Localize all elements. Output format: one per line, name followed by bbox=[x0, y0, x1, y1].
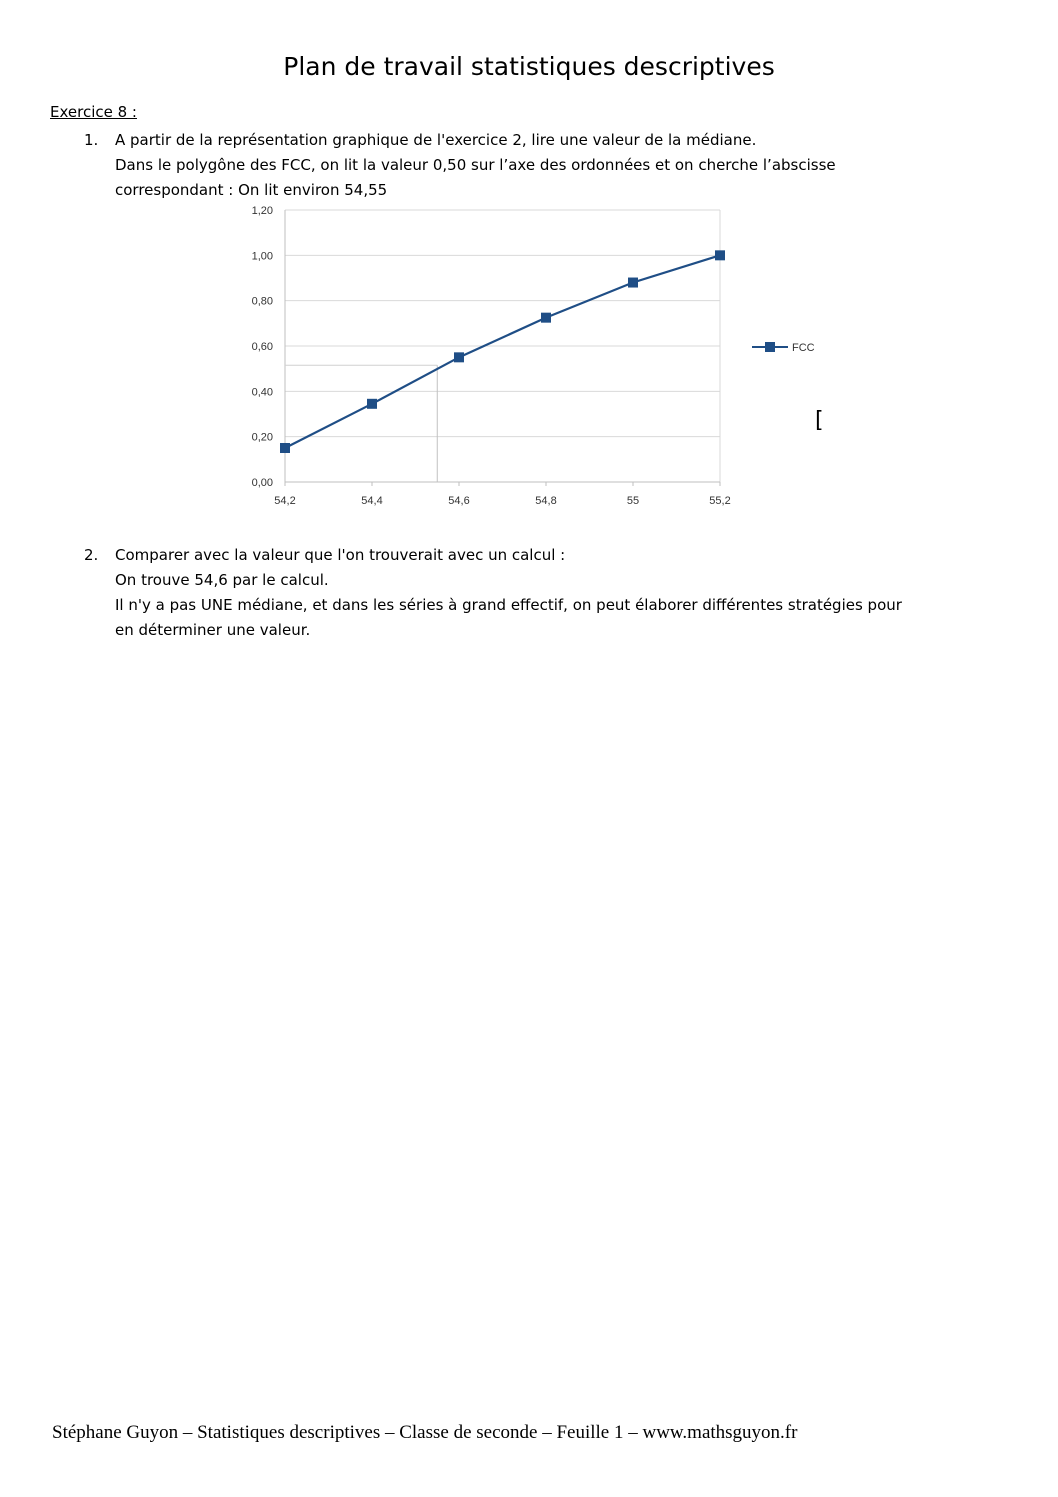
question-1-number: 1. bbox=[84, 131, 99, 149]
y-tick-label: 0,60 bbox=[251, 341, 273, 353]
question-1-line-2: Dans le polygône des FCC, on lit la valeur 0,50 sur l’axe des ordonnées et on cherche l’abscisse bbox=[115, 156, 836, 174]
x-tick-label: 54,4 bbox=[361, 495, 383, 507]
question-1-line-3: correspondant : On lit environ 54,55 bbox=[115, 181, 388, 199]
stray-bracket-glyph: [ bbox=[815, 408, 824, 433]
question-1-line-1: A partir de la représentation graphique de l'exercice 2, lire une valeur de la médiane. bbox=[115, 131, 757, 149]
x-tick-label: 54,6 bbox=[448, 495, 470, 507]
data-point bbox=[541, 313, 551, 323]
question-2-number: 2. bbox=[84, 546, 99, 564]
question-2 bbox=[115, 543, 902, 643]
fcc-chart bbox=[230, 200, 850, 520]
data-point bbox=[628, 278, 638, 288]
question-2-line-4: en déterminer une valeur. bbox=[115, 621, 311, 639]
series-line-fcc bbox=[285, 255, 720, 448]
data-point bbox=[280, 443, 290, 453]
legend-label: FCC bbox=[792, 342, 815, 354]
page-title: Plan de travail statistiques descriptives bbox=[283, 52, 775, 81]
data-point bbox=[715, 250, 725, 260]
y-tick-label: 1,00 bbox=[251, 250, 273, 263]
y-tick-label: 1,20 bbox=[251, 205, 273, 217]
data-point bbox=[454, 352, 464, 362]
y-tick-label: 0,00 bbox=[251, 477, 273, 489]
y-tick-label: 0,20 bbox=[251, 431, 273, 444]
y-tick-label: 0,80 bbox=[251, 295, 273, 308]
legend-marker bbox=[765, 342, 775, 352]
x-tick-label: 54,8 bbox=[535, 495, 557, 507]
x-tick-label: 55,2 bbox=[709, 495, 731, 507]
question-2-line-2: On trouve 54,6 par le calcul. bbox=[115, 571, 329, 589]
question-2-line-1: Comparer avec la valeur que l'on trouverait avec un calcul : bbox=[115, 546, 566, 564]
y-tick-label: 0,40 bbox=[251, 386, 273, 399]
x-tick-label: 55 bbox=[626, 495, 640, 507]
exercise-heading: Exercice 8 : bbox=[50, 103, 137, 121]
data-point bbox=[367, 399, 377, 409]
question-1 bbox=[115, 128, 836, 203]
x-tick-label: 54,2 bbox=[274, 495, 296, 507]
page-footer: Stéphane Guyon – Statistiques descriptives – Classe de seconde – Feuille 1 – www.mathsguyon.fr bbox=[52, 1422, 798, 1443]
question-2-line-3: Il n'y a pas UNE médiane, et dans les séries à grand effectif, on peut élaborer différentes stratégies pour bbox=[115, 596, 902, 614]
